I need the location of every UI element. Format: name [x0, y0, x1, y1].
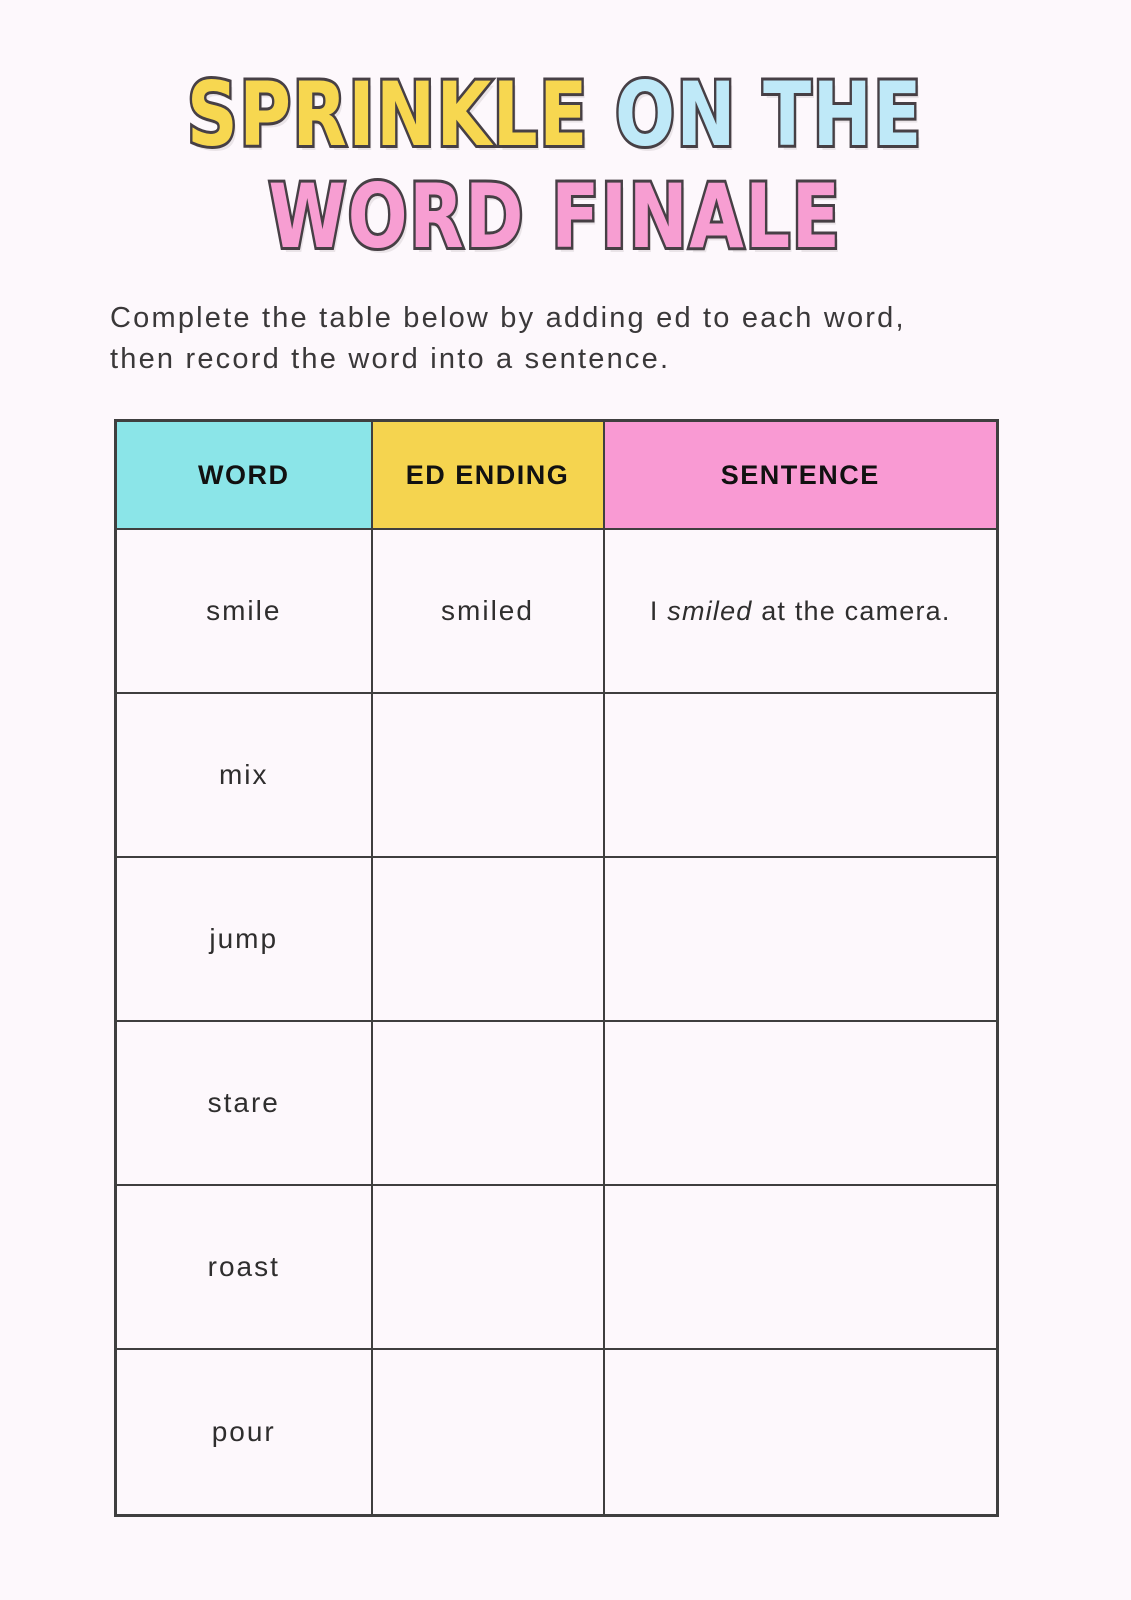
ed-ending-cell: smiled — [372, 529, 604, 693]
sentence-prefix: I — [649, 595, 668, 626]
word-cell: jump — [116, 857, 372, 1021]
title-on-the: ON THE — [615, 63, 923, 166]
sentence-cell — [604, 1021, 998, 1185]
table-header-word: WORD — [116, 421, 372, 530]
instructions-text — [110, 298, 1050, 380]
word-cell: mix — [116, 693, 372, 857]
instructions-line-1: Complete the table below by adding ed to each word, — [110, 302, 906, 334]
ed-ending-cell — [372, 1349, 604, 1516]
title-space — [589, 63, 615, 166]
word-cell: pour — [116, 1349, 372, 1516]
sentence-italic-word: smiled — [667, 595, 753, 626]
word-cell: roast — [116, 1185, 372, 1349]
table-header-row — [116, 421, 998, 530]
table-header-ed-ending: ED ENDING — [372, 421, 604, 530]
ed-ending-cell — [372, 693, 604, 857]
worksheet-table — [114, 419, 999, 1517]
title-word-finale: WORD FINALE — [268, 165, 842, 268]
title-line-2 — [111, 166, 999, 268]
instructions-line-2: then record the word into a sentence. — [110, 343, 671, 375]
word-cell: smile — [116, 529, 372, 693]
sentence-cell — [604, 857, 998, 1021]
ed-ending-cell — [372, 1185, 604, 1349]
sentence-suffix: at the camera. — [752, 595, 951, 626]
ed-ending-cell — [372, 1021, 604, 1185]
table-row — [116, 1021, 998, 1185]
table-row — [116, 693, 998, 857]
sentence-cell — [604, 1185, 998, 1349]
word-cell: stare — [116, 1021, 372, 1185]
ed-ending-cell — [372, 857, 604, 1021]
sentence-cell — [604, 1349, 998, 1516]
table-header-sentence: SENTENCE — [604, 421, 998, 530]
title-sprinkle: SPRINKLE — [187, 63, 589, 166]
sentence-cell — [604, 693, 998, 857]
page-title — [0, 64, 1110, 268]
table-row — [116, 857, 998, 1021]
table-row — [116, 1185, 998, 1349]
table-row — [116, 529, 998, 693]
title-line-1 — [111, 64, 999, 166]
sentence-cell — [604, 529, 998, 693]
table-row — [116, 1349, 998, 1516]
